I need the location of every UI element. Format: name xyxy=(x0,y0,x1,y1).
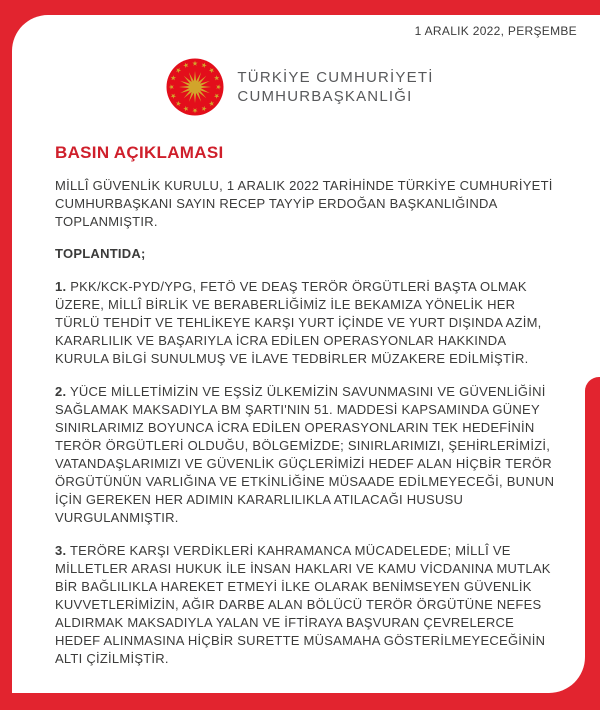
org-name-line1: TÜRKİYE CUMHURİYETİ xyxy=(237,69,434,86)
numbered-item-2 xyxy=(55,383,561,527)
presidency-brand xyxy=(0,58,600,116)
org-name-line2: CUMHURBAŞKANLIĞI xyxy=(237,88,413,105)
numbered-item-3 xyxy=(55,542,561,668)
presidential-seal-icon xyxy=(166,58,224,116)
item-number: 1. xyxy=(55,279,67,294)
date-label: 1 ARALIK 2022, PERŞEMBE xyxy=(414,24,577,38)
press-release-title: BASIN AÇIKLAMASI xyxy=(55,143,224,162)
section-subheading: TOPLANTIDA; xyxy=(55,246,146,261)
item-text: TERÖRE KARŞI VERDİKLERİ KAHRAMANCA MÜCADELEDE; MİLLÎ VE MİLLETLER ARASI HUKUK İLE İNSAN HAKLARI VE KAMU VİCDANINA MUTLAK BİR BAĞLILIKLA HAREKET ETMEYİ İLKE OLARAK BENİMSEYEN GÜVENLİK KUVVETLERİMİZİN, AĞIR DARBE ALAN BÖLÜCÜ TERÖR ÖRGÜTÜNE NEFES ALDIRMAK MAKSADIYLA YALAN VE İFTİRAYA BAŞVURAN ÇEVRELERCE HEDEF ALINMASINA HİÇBİR SURETTE MÜSAMAHA GÖSTERİLMEYECEĞİNİN ALTI ÇİZİLMİŞTİR. xyxy=(55,543,551,666)
item-text: PKK/KCK-PYD/YPG, FETÖ VE DEAŞ TERÖR ÖRGÜTLERİ BAŞTA OLMAK ÜZERE, MİLLÎ BİRLİK VE BERABERLİĞİMİZ İLE BEKAMIZA YÖNELİK HER TÜRLÜ TEHDİT VE TEHLİKEYE KARŞI YURT İÇİNDE VE YURT DIŞINDA AZİM, KARARLILIK VE BAŞARIYLA İCRA EDİLEN OPERASYONLAR HAKKINDA KURULA BİLGİ SUNULMUŞ VE İLAVE TEDBİRLER MÜZAKERE EDİLMİŞTİR. xyxy=(55,279,542,366)
numbered-item-1 xyxy=(55,278,561,368)
press-release-body xyxy=(55,177,561,668)
item-number: 3. xyxy=(55,543,67,558)
item-number: 2. xyxy=(55,384,67,399)
item-text: YÜCE MİLLETİMİZİN VE EŞSİZ ÜLKEMİZİN SAVUNMASINI VE GÜVENLİĞİNİ SAĞLAMAK MAKSADIYLA BM ŞARTI'NIN 51. MADDESİ KAPSAMINDA GÜNEY SINIRLARIMIZ BOYUNCA İCRA EDİLEN OPERASYONLARIN TEK HEDEFİNİN TERÖR ÖRGÜTLERİ OLDUĞU, BÖLGEMİZDE; SINIRLARIMIZI, ŞEHİRLERİMİZİ, VATANDAŞLARIMIZI VE GÜVENLİK GÜÇLERİMİZİ HEDEF ALAN HİÇBİR TERÖR ÖRGÜTÜNÜN VARLIĞINA VE ETKİNLİĞİNE MÜSAADE EDİLMEYECEĞİ, BUNUN İÇİN GEREKEN HER ADIMIN KARARLILIKLA ATILACAĞI HUSUSU VURGULANMIŞTIR. xyxy=(55,384,555,525)
org-name xyxy=(237,68,433,106)
right-red-border xyxy=(585,377,600,710)
intro-paragraph: MİLLÎ GÜVENLİK KURULU, 1 ARALIK 2022 TARİHİNDE TÜRKİYE CUMHURİYETİ CUMHURBAŞKANI SAYIN RECEP TAYYİP ERDOĞAN BAŞKANLIĞINDA TOPLANMIŞTIR. xyxy=(55,178,553,229)
